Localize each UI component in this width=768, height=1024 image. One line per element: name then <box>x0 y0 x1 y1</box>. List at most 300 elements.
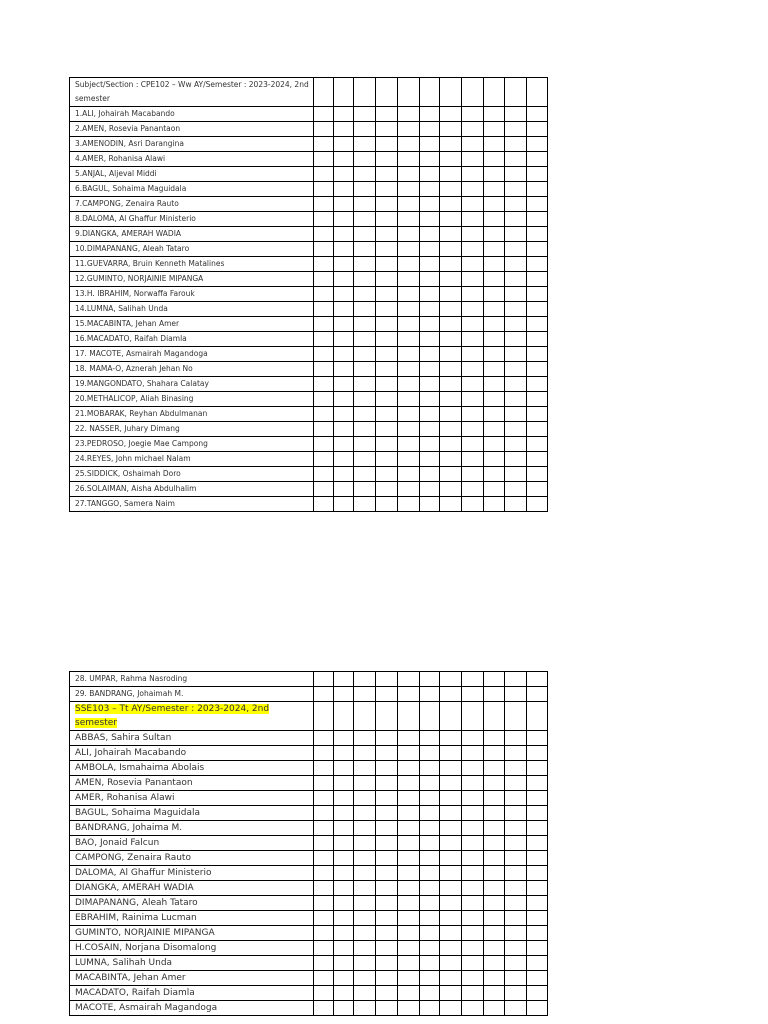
attendance-box[interactable] <box>505 122 527 137</box>
attendance-box[interactable] <box>334 302 354 317</box>
attendance-box[interactable] <box>354 731 376 746</box>
attendance-box[interactable] <box>484 971 505 986</box>
attendance-box[interactable] <box>420 956 440 971</box>
attendance-box[interactable] <box>484 986 505 1001</box>
attendance-box[interactable] <box>398 272 420 287</box>
attendance-box[interactable] <box>462 422 484 437</box>
attendance-box[interactable] <box>398 182 420 197</box>
attendance-box[interactable] <box>440 272 462 287</box>
attendance-box[interactable] <box>462 761 484 776</box>
attendance-box[interactable] <box>354 687 376 702</box>
attendance-box[interactable] <box>314 422 334 437</box>
attendance-box[interactable] <box>505 672 527 687</box>
attendance-box[interactable] <box>334 731 354 746</box>
attendance-box[interactable] <box>484 317 505 332</box>
attendance-box[interactable] <box>314 452 334 467</box>
attendance-box[interactable] <box>334 986 354 1001</box>
attendance-box[interactable] <box>334 137 354 152</box>
attendance-box[interactable] <box>334 437 354 452</box>
attendance-box[interactable] <box>505 806 527 821</box>
attendance-box[interactable] <box>398 302 420 317</box>
attendance-box[interactable] <box>505 866 527 881</box>
attendance-box[interactable] <box>527 302 548 317</box>
attendance-box[interactable] <box>398 851 420 866</box>
attendance-box[interactable] <box>484 687 505 702</box>
attendance-box[interactable] <box>484 197 505 212</box>
attendance-box[interactable] <box>462 911 484 926</box>
attendance-box[interactable] <box>398 896 420 911</box>
attendance-box[interactable] <box>314 497 334 512</box>
attendance-box[interactable] <box>354 407 376 422</box>
attendance-box[interactable] <box>334 467 354 482</box>
attendance-box[interactable] <box>334 941 354 956</box>
attendance-box[interactable] <box>462 702 484 731</box>
attendance-box[interactable] <box>314 926 334 941</box>
attendance-box[interactable] <box>354 332 376 347</box>
attendance-box[interactable] <box>420 167 440 182</box>
attendance-box[interactable] <box>354 911 376 926</box>
attendance-box[interactable] <box>440 362 462 377</box>
attendance-box[interactable] <box>527 866 548 881</box>
attendance-box[interactable] <box>420 746 440 761</box>
attendance-box[interactable] <box>484 761 505 776</box>
attendance-box[interactable] <box>354 672 376 687</box>
attendance-box[interactable] <box>420 482 440 497</box>
attendance-box[interactable] <box>314 212 334 227</box>
attendance-box[interactable] <box>354 452 376 467</box>
attendance-box[interactable] <box>376 152 398 167</box>
attendance-box[interactable] <box>398 971 420 986</box>
attendance-box[interactable] <box>420 821 440 836</box>
attendance-box[interactable] <box>314 821 334 836</box>
attendance-box[interactable] <box>398 761 420 776</box>
attendance-box[interactable] <box>314 242 334 257</box>
attendance-box[interactable] <box>484 332 505 347</box>
attendance-box[interactable] <box>376 377 398 392</box>
attendance-box[interactable] <box>376 791 398 806</box>
attendance-box[interactable] <box>505 776 527 791</box>
attendance-box[interactable] <box>462 437 484 452</box>
attendance-box[interactable] <box>354 227 376 242</box>
attendance-box[interactable] <box>354 212 376 227</box>
attendance-box[interactable] <box>505 242 527 257</box>
attendance-box[interactable] <box>398 731 420 746</box>
attendance-box[interactable] <box>354 702 376 731</box>
attendance-box[interactable] <box>334 482 354 497</box>
attendance-box[interactable] <box>376 78 398 107</box>
attendance-box[interactable] <box>334 497 354 512</box>
attendance-box[interactable] <box>505 986 527 1001</box>
attendance-box[interactable] <box>505 482 527 497</box>
attendance-box[interactable] <box>527 482 548 497</box>
attendance-box[interactable] <box>462 392 484 407</box>
attendance-box[interactable] <box>398 362 420 377</box>
attendance-box[interactable] <box>314 122 334 137</box>
attendance-box[interactable] <box>484 137 505 152</box>
attendance-box[interactable] <box>376 272 398 287</box>
attendance-box[interactable] <box>527 107 548 122</box>
attendance-box[interactable] <box>440 851 462 866</box>
attendance-box[interactable] <box>354 986 376 1001</box>
attendance-box[interactable] <box>354 836 376 851</box>
attendance-box[interactable] <box>376 986 398 1001</box>
attendance-box[interactable] <box>398 986 420 1001</box>
attendance-box[interactable] <box>440 1001 462 1016</box>
attendance-box[interactable] <box>314 317 334 332</box>
attendance-box[interactable] <box>527 971 548 986</box>
attendance-box[interactable] <box>334 776 354 791</box>
attendance-box[interactable] <box>462 467 484 482</box>
attendance-box[interactable] <box>462 137 484 152</box>
attendance-box[interactable] <box>398 702 420 731</box>
attendance-box[interactable] <box>376 467 398 482</box>
attendance-box[interactable] <box>398 377 420 392</box>
attendance-box[interactable] <box>376 672 398 687</box>
attendance-box[interactable] <box>527 137 548 152</box>
attendance-box[interactable] <box>505 956 527 971</box>
attendance-box[interactable] <box>527 851 548 866</box>
attendance-box[interactable] <box>527 392 548 407</box>
attendance-box[interactable] <box>484 821 505 836</box>
attendance-box[interactable] <box>354 302 376 317</box>
attendance-box[interactable] <box>484 851 505 866</box>
attendance-box[interactable] <box>354 467 376 482</box>
attendance-box[interactable] <box>398 746 420 761</box>
attendance-box[interactable] <box>376 911 398 926</box>
attendance-box[interactable] <box>484 377 505 392</box>
attendance-box[interactable] <box>440 911 462 926</box>
attendance-box[interactable] <box>398 347 420 362</box>
attendance-box[interactable] <box>376 776 398 791</box>
attendance-box[interactable] <box>334 746 354 761</box>
attendance-box[interactable] <box>376 941 398 956</box>
attendance-box[interactable] <box>527 122 548 137</box>
attendance-box[interactable] <box>314 1001 334 1016</box>
attendance-box[interactable] <box>354 137 376 152</box>
attendance-box[interactable] <box>354 347 376 362</box>
attendance-box[interactable] <box>334 836 354 851</box>
attendance-box[interactable] <box>505 212 527 227</box>
attendance-box[interactable] <box>484 806 505 821</box>
attendance-box[interactable] <box>334 452 354 467</box>
attendance-box[interactable] <box>420 407 440 422</box>
attendance-box[interactable] <box>484 672 505 687</box>
attendance-box[interactable] <box>505 926 527 941</box>
attendance-box[interactable] <box>334 212 354 227</box>
attendance-box[interactable] <box>484 791 505 806</box>
attendance-box[interactable] <box>354 851 376 866</box>
attendance-box[interactable] <box>354 926 376 941</box>
attendance-box[interactable] <box>440 302 462 317</box>
attendance-box[interactable] <box>527 806 548 821</box>
attendance-box[interactable] <box>527 497 548 512</box>
attendance-box[interactable] <box>354 422 376 437</box>
attendance-box[interactable] <box>527 821 548 836</box>
attendance-box[interactable] <box>334 317 354 332</box>
attendance-box[interactable] <box>354 107 376 122</box>
attendance-box[interactable] <box>527 452 548 467</box>
attendance-box[interactable] <box>420 896 440 911</box>
attendance-box[interactable] <box>376 212 398 227</box>
attendance-box[interactable] <box>354 197 376 212</box>
attendance-box[interactable] <box>398 197 420 212</box>
attendance-box[interactable] <box>334 926 354 941</box>
attendance-box[interactable] <box>376 242 398 257</box>
attendance-box[interactable] <box>376 287 398 302</box>
attendance-box[interactable] <box>420 971 440 986</box>
attendance-box[interactable] <box>314 227 334 242</box>
attendance-box[interactable] <box>376 227 398 242</box>
attendance-box[interactable] <box>440 672 462 687</box>
attendance-box[interactable] <box>505 851 527 866</box>
attendance-box[interactable] <box>484 452 505 467</box>
attendance-box[interactable] <box>354 167 376 182</box>
attendance-box[interactable] <box>527 212 548 227</box>
attendance-box[interactable] <box>376 182 398 197</box>
attendance-box[interactable] <box>484 407 505 422</box>
attendance-box[interactable] <box>376 896 398 911</box>
attendance-box[interactable] <box>314 407 334 422</box>
attendance-box[interactable] <box>462 257 484 272</box>
attendance-box[interactable] <box>354 152 376 167</box>
attendance-box[interactable] <box>314 272 334 287</box>
attendance-box[interactable] <box>420 212 440 227</box>
attendance-box[interactable] <box>354 806 376 821</box>
attendance-box[interactable] <box>462 362 484 377</box>
attendance-box[interactable] <box>354 437 376 452</box>
attendance-box[interactable] <box>527 287 548 302</box>
attendance-box[interactable] <box>505 881 527 896</box>
attendance-box[interactable] <box>505 197 527 212</box>
attendance-box[interactable] <box>376 347 398 362</box>
attendance-box[interactable] <box>314 956 334 971</box>
attendance-box[interactable] <box>527 761 548 776</box>
attendance-box[interactable] <box>376 971 398 986</box>
attendance-box[interactable] <box>420 791 440 806</box>
attendance-box[interactable] <box>354 242 376 257</box>
attendance-box[interactable] <box>376 362 398 377</box>
attendance-box[interactable] <box>462 317 484 332</box>
attendance-box[interactable] <box>314 302 334 317</box>
attendance-box[interactable] <box>440 332 462 347</box>
attendance-box[interactable] <box>440 242 462 257</box>
attendance-box[interactable] <box>462 152 484 167</box>
attendance-box[interactable] <box>334 227 354 242</box>
attendance-box[interactable] <box>440 437 462 452</box>
attendance-box[interactable] <box>440 227 462 242</box>
attendance-box[interactable] <box>462 332 484 347</box>
attendance-box[interactable] <box>505 437 527 452</box>
attendance-box[interactable] <box>505 152 527 167</box>
attendance-box[interactable] <box>376 497 398 512</box>
attendance-box[interactable] <box>527 926 548 941</box>
attendance-box[interactable] <box>527 377 548 392</box>
attendance-box[interactable] <box>527 437 548 452</box>
attendance-box[interactable] <box>440 941 462 956</box>
attendance-box[interactable] <box>440 257 462 272</box>
attendance-box[interactable] <box>314 776 334 791</box>
attendance-box[interactable] <box>462 302 484 317</box>
attendance-box[interactable] <box>527 881 548 896</box>
attendance-box[interactable] <box>376 746 398 761</box>
attendance-box[interactable] <box>505 167 527 182</box>
attendance-box[interactable] <box>462 377 484 392</box>
attendance-box[interactable] <box>420 926 440 941</box>
attendance-box[interactable] <box>440 497 462 512</box>
attendance-box[interactable] <box>527 167 548 182</box>
attendance-box[interactable] <box>376 107 398 122</box>
attendance-box[interactable] <box>398 956 420 971</box>
attendance-box[interactable] <box>314 182 334 197</box>
attendance-box[interactable] <box>505 377 527 392</box>
attendance-box[interactable] <box>505 1001 527 1016</box>
attendance-box[interactable] <box>420 287 440 302</box>
attendance-box[interactable] <box>354 746 376 761</box>
attendance-box[interactable] <box>314 911 334 926</box>
attendance-box[interactable] <box>398 78 420 107</box>
attendance-box[interactable] <box>484 122 505 137</box>
attendance-box[interactable] <box>462 806 484 821</box>
attendance-box[interactable] <box>527 197 548 212</box>
attendance-box[interactable] <box>440 881 462 896</box>
attendance-box[interactable] <box>440 836 462 851</box>
attendance-box[interactable] <box>398 317 420 332</box>
attendance-box[interactable] <box>314 746 334 761</box>
attendance-box[interactable] <box>314 392 334 407</box>
attendance-box[interactable] <box>440 107 462 122</box>
attendance-box[interactable] <box>462 956 484 971</box>
attendance-box[interactable] <box>420 377 440 392</box>
attendance-box[interactable] <box>314 152 334 167</box>
attendance-box[interactable] <box>354 866 376 881</box>
attendance-box[interactable] <box>462 986 484 1001</box>
attendance-box[interactable] <box>420 437 440 452</box>
attendance-box[interactable] <box>334 911 354 926</box>
attendance-box[interactable] <box>420 702 440 731</box>
attendance-box[interactable] <box>420 776 440 791</box>
attendance-box[interactable] <box>440 167 462 182</box>
attendance-box[interactable] <box>505 78 527 107</box>
attendance-box[interactable] <box>354 362 376 377</box>
attendance-box[interactable] <box>354 317 376 332</box>
attendance-box[interactable] <box>484 422 505 437</box>
attendance-box[interactable] <box>420 497 440 512</box>
attendance-box[interactable] <box>376 1001 398 1016</box>
attendance-box[interactable] <box>314 971 334 986</box>
attendance-box[interactable] <box>420 687 440 702</box>
attendance-box[interactable] <box>484 702 505 731</box>
attendance-box[interactable] <box>334 896 354 911</box>
attendance-box[interactable] <box>398 881 420 896</box>
attendance-box[interactable] <box>420 392 440 407</box>
attendance-box[interactable] <box>462 287 484 302</box>
attendance-box[interactable] <box>484 212 505 227</box>
attendance-box[interactable] <box>420 422 440 437</box>
attendance-box[interactable] <box>462 78 484 107</box>
attendance-box[interactable] <box>505 452 527 467</box>
attendance-box[interactable] <box>440 407 462 422</box>
attendance-box[interactable] <box>440 986 462 1001</box>
attendance-box[interactable] <box>527 776 548 791</box>
attendance-box[interactable] <box>462 746 484 761</box>
attendance-box[interactable] <box>334 971 354 986</box>
attendance-box[interactable] <box>398 911 420 926</box>
attendance-box[interactable] <box>484 242 505 257</box>
attendance-box[interactable] <box>527 911 548 926</box>
attendance-box[interactable] <box>484 272 505 287</box>
attendance-box[interactable] <box>420 227 440 242</box>
attendance-box[interactable] <box>440 212 462 227</box>
attendance-box[interactable] <box>505 941 527 956</box>
attendance-box[interactable] <box>505 137 527 152</box>
attendance-box[interactable] <box>440 467 462 482</box>
attendance-box[interactable] <box>420 761 440 776</box>
attendance-box[interactable] <box>505 467 527 482</box>
attendance-box[interactable] <box>334 377 354 392</box>
attendance-box[interactable] <box>376 197 398 212</box>
attendance-box[interactable] <box>527 791 548 806</box>
attendance-box[interactable] <box>398 332 420 347</box>
attendance-box[interactable] <box>398 687 420 702</box>
attendance-box[interactable] <box>484 482 505 497</box>
attendance-box[interactable] <box>462 407 484 422</box>
attendance-box[interactable] <box>376 407 398 422</box>
attendance-box[interactable] <box>484 956 505 971</box>
attendance-box[interactable] <box>527 257 548 272</box>
attendance-box[interactable] <box>398 422 420 437</box>
attendance-box[interactable] <box>334 197 354 212</box>
attendance-box[interactable] <box>505 227 527 242</box>
attendance-box[interactable] <box>505 407 527 422</box>
attendance-box[interactable] <box>334 272 354 287</box>
attendance-box[interactable] <box>420 152 440 167</box>
attendance-box[interactable] <box>398 227 420 242</box>
attendance-box[interactable] <box>420 302 440 317</box>
attendance-box[interactable] <box>420 881 440 896</box>
attendance-box[interactable] <box>484 437 505 452</box>
attendance-box[interactable] <box>354 122 376 137</box>
attendance-box[interactable] <box>376 926 398 941</box>
attendance-box[interactable] <box>314 941 334 956</box>
attendance-box[interactable] <box>462 866 484 881</box>
attendance-box[interactable] <box>420 137 440 152</box>
attendance-box[interactable] <box>440 137 462 152</box>
attendance-box[interactable] <box>376 122 398 137</box>
attendance-box[interactable] <box>376 437 398 452</box>
attendance-box[interactable] <box>376 137 398 152</box>
attendance-box[interactable] <box>462 347 484 362</box>
attendance-box[interactable] <box>334 152 354 167</box>
attendance-box[interactable] <box>376 836 398 851</box>
attendance-box[interactable] <box>420 851 440 866</box>
attendance-box[interactable] <box>440 746 462 761</box>
attendance-box[interactable] <box>440 482 462 497</box>
attendance-box[interactable] <box>505 272 527 287</box>
attendance-box[interactable] <box>376 761 398 776</box>
attendance-box[interactable] <box>462 182 484 197</box>
attendance-box[interactable] <box>484 182 505 197</box>
attendance-box[interactable] <box>398 287 420 302</box>
attendance-box[interactable] <box>505 821 527 836</box>
attendance-box[interactable] <box>398 497 420 512</box>
attendance-box[interactable] <box>376 806 398 821</box>
attendance-box[interactable] <box>314 731 334 746</box>
attendance-box[interactable] <box>398 167 420 182</box>
attendance-box[interactable] <box>314 761 334 776</box>
attendance-box[interactable] <box>440 152 462 167</box>
attendance-box[interactable] <box>398 137 420 152</box>
attendance-box[interactable] <box>440 197 462 212</box>
